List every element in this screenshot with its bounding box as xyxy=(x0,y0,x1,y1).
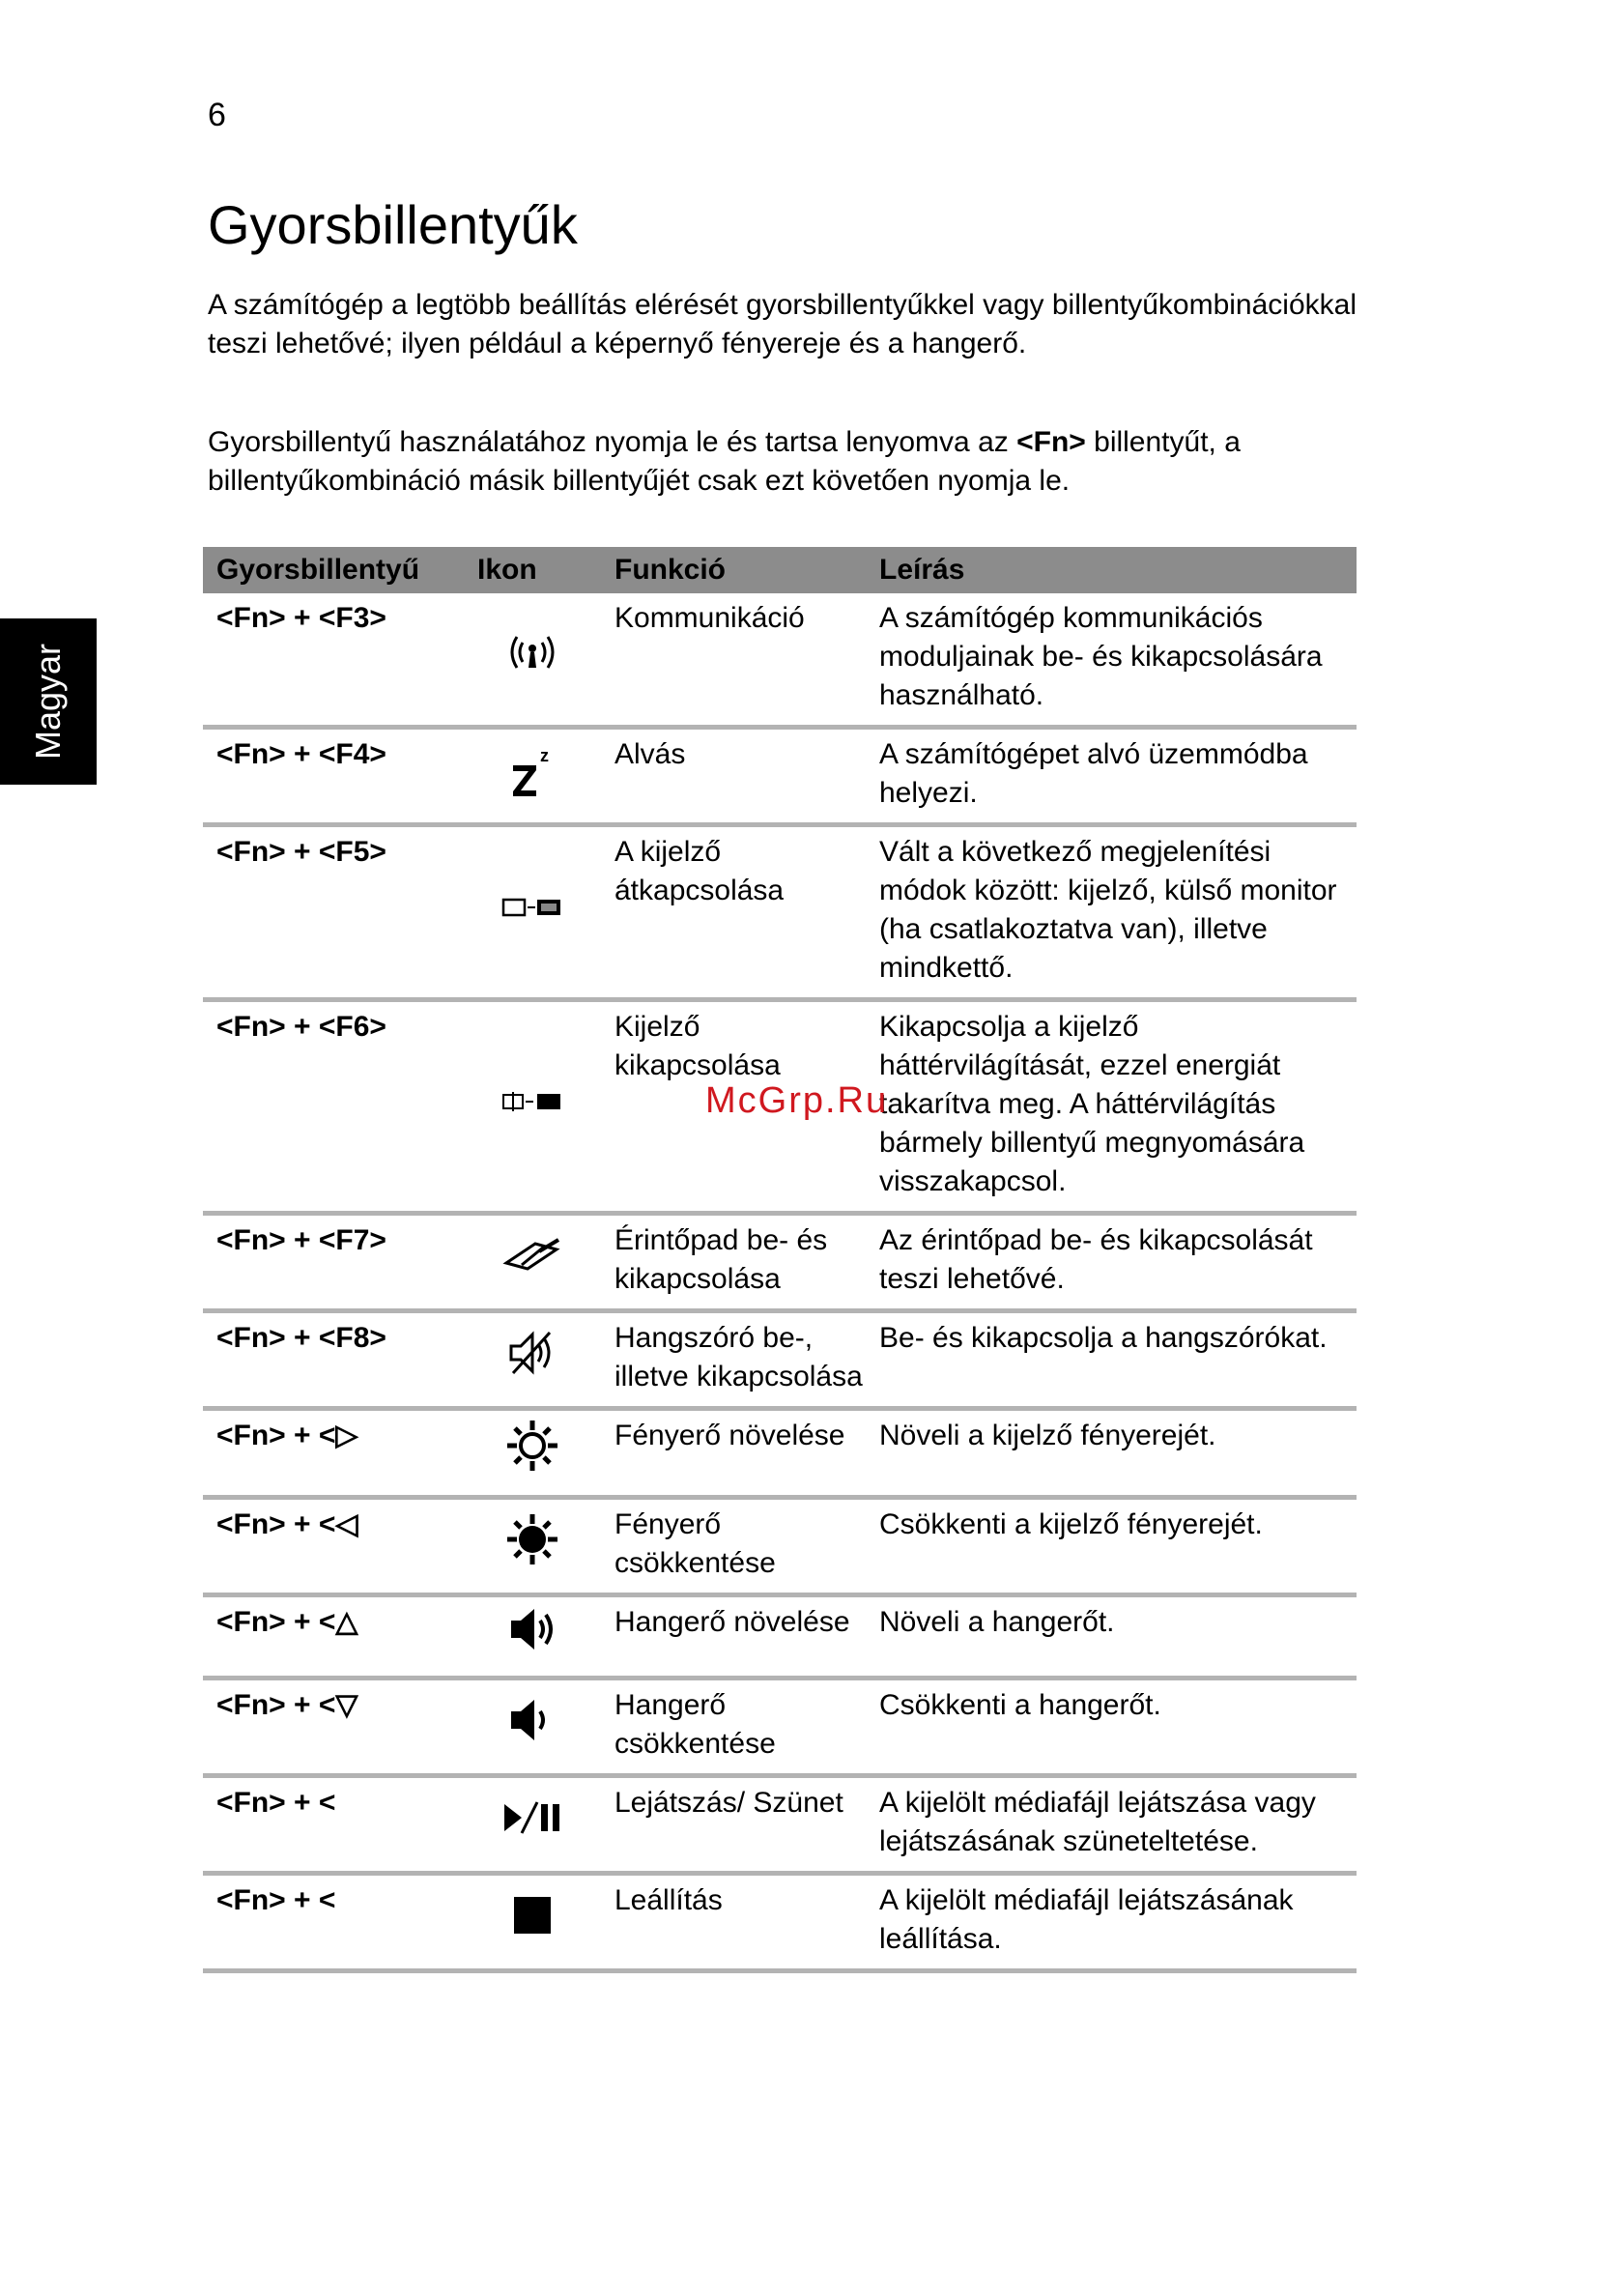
table-row xyxy=(203,728,1357,825)
function-cell: Hangerő növelése xyxy=(601,1595,866,1679)
speaker-mute-icon xyxy=(503,1352,561,1384)
display-toggle-icon xyxy=(500,894,564,926)
hotkey-cell: <Fn> + <F6> xyxy=(203,1000,464,1214)
touchpad-toggle-icon xyxy=(500,1249,564,1281)
description-cell: Az érintőpad be- és kikapcsolását teszi lehetővé. xyxy=(866,1214,1357,1311)
intro-paragraph-2 xyxy=(208,423,1367,501)
hotkey-cell: <Fn> + <F5> xyxy=(203,825,464,1000)
function-cell: Alvás xyxy=(601,728,866,825)
function-cell: Fényerő csökkentése xyxy=(601,1498,866,1595)
volume-down-icon xyxy=(503,1721,561,1753)
hotkey-cell: <Fn> + < xyxy=(203,1874,464,1971)
wireless-communication-icon xyxy=(503,648,561,680)
description-cell: Kikapcsolja a kijelző háttérvilágítását, ezzel energiát takarítva meg. A háttérvilágítás bármely billentyű megnyomására visszakapcsol. xyxy=(866,1000,1357,1214)
brightness-down-icon xyxy=(503,1543,561,1575)
intro-paragraph-1: A számítógép a legtöbb beállítás elérését gyorsbillentyűkkel vagy billentyűkombinációkkal teszi lehetővé; ilyen például a képernyő fényereje és a hangerő. xyxy=(208,289,1357,359)
function-cell: Fényerő növelése xyxy=(601,1409,866,1498)
intro-p2-start: Gyorsbillentyű használatához nyomja le és tartsa lenyomva az xyxy=(208,426,1017,458)
page-title: Gyorsbillentyűk xyxy=(208,194,578,255)
table-row xyxy=(203,1874,1357,1971)
function-cell: Hangszóró be-, illetve kikapcsolása xyxy=(601,1311,866,1409)
play-pause-icon xyxy=(500,1812,564,1844)
description-cell: A számítógépet alvó üzemmódba helyezi. xyxy=(866,728,1357,825)
display-off-icon xyxy=(500,1088,564,1120)
function-cell: Kijelző kikapcsolása xyxy=(601,1000,866,1214)
table-row xyxy=(203,593,1357,728)
hotkey-table xyxy=(203,547,1357,1973)
function-cell: Hangerő csökkentése xyxy=(601,1679,866,1776)
stop-icon xyxy=(508,1914,557,1946)
hotkey-cell: <Fn> + <△ xyxy=(203,1595,464,1679)
table-row xyxy=(203,1311,1357,1409)
function-cell: Kommunikáció xyxy=(601,593,866,728)
description-cell: Növeli a kijelző fényerejét. xyxy=(866,1409,1357,1498)
volume-up-icon xyxy=(503,1630,561,1662)
function-cell: Leállítás xyxy=(601,1874,866,1971)
description-cell: A számítógép kommunikációs moduljainak be- és kikapcsolására használható. xyxy=(866,593,1357,728)
language-side-tab xyxy=(0,618,97,785)
description-cell: A kijelölt médiafájl lejátszása vagy lejátszásának szüneteltetése. xyxy=(866,1776,1357,1874)
table-row xyxy=(203,825,1357,1000)
hotkey-cell: <Fn> + <F3> xyxy=(203,593,464,728)
description-cell: Csökkenti a kijelző fényerejét. xyxy=(866,1498,1357,1595)
header-icon: Ikon xyxy=(464,547,601,593)
function-cell: A kijelző átkapcsolása xyxy=(601,825,866,1000)
sleep-icon xyxy=(503,745,561,805)
hotkey-cell: <Fn> + < xyxy=(203,1776,464,1874)
description-cell: A kijelölt médiafájl lejátszásának leállítása. xyxy=(866,1874,1357,1971)
header-hotkey: Gyorsbillentyű xyxy=(203,547,464,593)
table-row xyxy=(203,1776,1357,1874)
hotkey-cell: <Fn> + <F7> xyxy=(203,1214,464,1311)
intro-p2-end: billentyűt, a billentyűkombináció másik billentyűjét csak ezt követően nyomja le. xyxy=(208,426,1241,497)
table-row xyxy=(203,1595,1357,1679)
hotkey-cell: <Fn> + <▽ xyxy=(203,1679,464,1776)
header-function: Funkció xyxy=(601,547,866,593)
table-header-row xyxy=(203,547,1357,593)
function-cell: Lejátszás/ Szünet xyxy=(601,1776,866,1874)
table-row xyxy=(203,1498,1357,1595)
table-row xyxy=(203,1214,1357,1311)
side-tab-label: Magyar xyxy=(28,643,68,761)
brightness-up-icon xyxy=(503,1449,561,1481)
function-cell: Érintőpad be- és kikapcsolása xyxy=(601,1214,866,1311)
description-cell: Be- és kikapcsolja a hangszórókat. xyxy=(866,1311,1357,1409)
watermark: McGrp.Ru xyxy=(705,1080,889,1121)
table-row xyxy=(203,1409,1357,1498)
hotkey-cell: <Fn> + <▷ xyxy=(203,1409,464,1498)
description-cell: Vált a következő megjelenítési módok között: kijelző, külső monitor (ha csatlakoztatva van), illetve mindkettő. xyxy=(866,825,1357,1000)
table-row xyxy=(203,1679,1357,1776)
svg-text:z: z xyxy=(540,745,549,765)
fn-key-bold: <Fn> xyxy=(1016,426,1086,458)
hotkey-cell: <Fn> + <◁ xyxy=(203,1498,464,1595)
description-cell: Csökkenti a hangerőt. xyxy=(866,1679,1357,1776)
hotkey-cell: <Fn> + <F8> xyxy=(203,1311,464,1409)
page-number: 6 xyxy=(208,97,226,133)
hotkey-cell: <Fn> + <F4> xyxy=(203,728,464,825)
header-description: Leírás xyxy=(866,547,1357,593)
description-cell: Növeli a hangerőt. xyxy=(866,1595,1357,1679)
